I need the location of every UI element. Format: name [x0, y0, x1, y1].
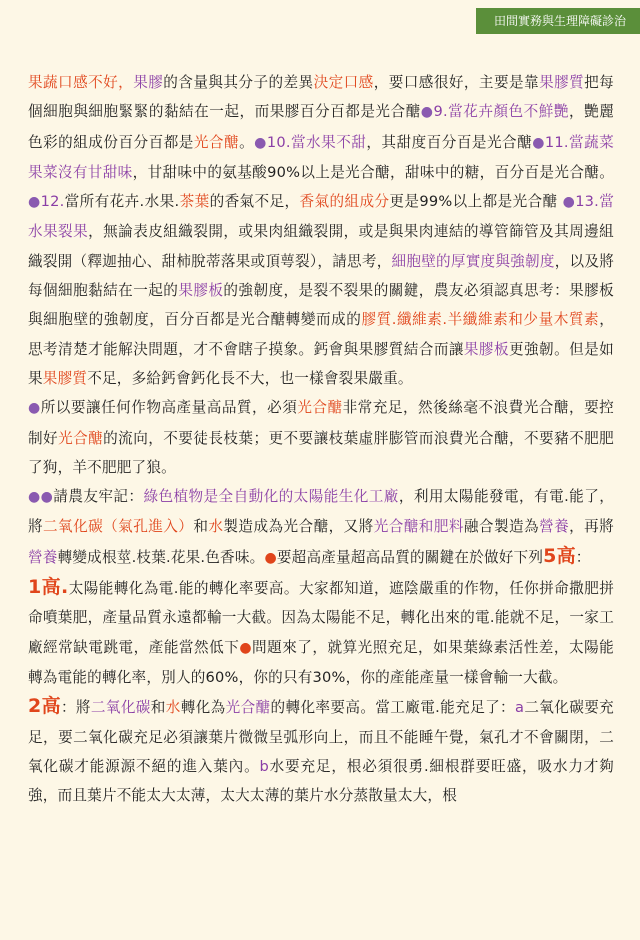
text-run: ，無論表皮組織裂開，或果肉組織裂開，或是與果肉連結的導管篩管及其周邊組織裂開（釋迦抽心、甜柿脫蒂落果或頂萼裂），請思考， [28, 223, 614, 270]
text-run: 的流向，不要徒長枝葉；更不要讓枝葉虛胖膨管而浪費光合醣，不要豬不肥肥了狗，羊不肥肥了狼。 [28, 429, 614, 476]
text-run: ，思考清楚才能解決問題，才不會瞎子摸象。鈣會與果膠質結合而讓 [28, 311, 614, 358]
text-run: 要超高產量超高品質的關鍵在於做好下列 [276, 548, 544, 566]
text-run: 二氧化碳（氣孔進入） [43, 518, 194, 536]
text-run: 9.當花卉顏色不鮮艷 [433, 103, 569, 121]
text-run: ，再將 [569, 518, 614, 536]
text-run: 把每個細胞與細胞緊緊的黏結在一起，而果膠百分百都是光合醣 [28, 74, 614, 121]
text-run: 所以要讓任何作物高產量高品質，必須 [40, 399, 298, 417]
text-run: ，其甜度百分百是光合醣 [366, 133, 533, 151]
text-run: 5高 [543, 544, 576, 567]
bullet-icon: ● [28, 400, 41, 417]
text-run: 更是99%以上都是光合醣 [389, 193, 563, 211]
text-run: 不足，多給鈣會鈣化長不大，也一樣會裂果嚴重。 [87, 369, 413, 387]
text-run: 11.當蔬菜果菜沒有甘甜味 [28, 133, 614, 181]
text-run: 融合製造為 [463, 518, 540, 536]
text-run: 光合醣和肥料 [373, 518, 464, 536]
text-run: 非常充足，然後絲毫不浪費光合醣，要控制好 [28, 399, 614, 447]
text-run: 1高. [28, 576, 69, 599]
bullet-icon: ● [239, 639, 253, 656]
text-run: 13.當水果裂果 [28, 193, 614, 241]
text-run: 細胞壁的厚實度與強韌度 [391, 252, 555, 270]
text-run: 水 [208, 518, 224, 536]
bullet-icon: ● [28, 194, 41, 211]
text-run: 和 [193, 518, 209, 536]
text-run: 製造成為光合醣，又將 [223, 518, 374, 536]
text-run: 請農友牢記： [53, 488, 144, 506]
text-run: ，甘甜味中的氨基酸90%以上是光合醣，甜味中的糖，百分百是光合醣。 [132, 163, 614, 181]
text-run: 光合醣 [193, 133, 240, 151]
text-run: 果膠質 [42, 369, 88, 387]
text-run: 果膠 [133, 74, 164, 91]
text-run: 膠質.纖維素.半纖維素和少量木質素 [361, 311, 600, 329]
text-run: 二氧化碳要充足，要二氧化碳充足必須讓葉片微微呈弧形向上，而且不能睡午覺，氣孔才不會關閉，二氧化碳才能源源不絕的進入葉內。 [28, 699, 614, 775]
text-run: 營養 [28, 548, 58, 566]
page-header [0, 0, 640, 36]
bullet-icon: ●● [28, 489, 54, 506]
text-run: ，利用太陽能發電，有電.能了，將 [28, 488, 615, 536]
text-run: 更強韌。但是如果 [28, 340, 614, 387]
text-run: 綠色植物是全自動化的太陽能生化工廠 [143, 488, 399, 506]
text-run: 光合醣 [58, 429, 104, 447]
text-run: 水 [165, 699, 181, 717]
text-run: ，要口感很好，主要是靠 [373, 74, 540, 91]
text-run: 的強韌度，是裂不裂果的關鍵，農友必須認真思考：果膠板與細胞壁的強韌度，百分百都是光合醣轉變而成的 [28, 282, 614, 329]
text-run: b [259, 757, 269, 775]
bullet-icon: ● [254, 134, 267, 151]
text-run: 2高 [28, 695, 61, 718]
text-run: 轉變成根莖.枝葉.花果.色香味。 [57, 548, 265, 566]
text-run: 的轉化率要高。當工廠電.能充足了： [270, 699, 516, 717]
text-run: 營養 [539, 518, 570, 536]
text-run: 和 [150, 699, 166, 717]
paragraph-5 [28, 692, 614, 810]
text-run: ： [575, 548, 591, 566]
text-run: 果膠板 [178, 282, 224, 300]
paragraph-4 [28, 573, 614, 692]
text-run: 光合醣 [297, 399, 343, 417]
text-run: 太陽能轉化為電.能的轉化率要高。大家都知道，遮陰嚴重的作物，任你拼命撒肥拼命噴葉肥，產量品質永遠都輸一大截。因為太陽能不足，轉化出來的電.能就不足，一家工廠經常缺電跳電，產能當然低下 [28, 580, 614, 656]
text-run: 10.當水果不甜 [266, 133, 367, 151]
text-run: 12. [40, 193, 65, 211]
text-run: 決定口感 [313, 74, 374, 91]
text-run: 光合醣 [225, 699, 271, 717]
bullet-icon: ● [420, 104, 434, 121]
text-run: 轉化為 [180, 699, 226, 717]
section-tag: 田間實務與生理障礙診治 [476, 8, 640, 34]
text-run: 當所有花卉.水果. [64, 193, 180, 211]
text-run: 二氧化碳 [90, 699, 151, 717]
text-run: 果蔬口感不好， [28, 74, 134, 91]
text-run: 的含量與其分子的差異 [163, 74, 314, 91]
text-run: ，艷麗色彩的組成份百分百都是 [28, 103, 614, 151]
text-run: 果膠質 [539, 74, 585, 91]
text-run: 的香氣不足， [209, 193, 300, 211]
paragraph-2 [28, 393, 614, 482]
bullet-icon: ● [264, 549, 277, 566]
text-run: 果膠板 [463, 340, 509, 358]
article-body [28, 68, 614, 810]
text-run: ，以及將每個細胞黏結在一起的 [28, 252, 614, 300]
paragraph-3 [28, 482, 614, 573]
text-run: 水要充足，根必須很勇.細根群要旺盛，吸水力才夠強，而且葉片不能太大太薄，太大太薄的葉片水分蒸散量太大，根 [28, 757, 614, 805]
text-run: 問題來了，就算光照充足，如果葉綠素活性差，太陽能轉為電能的轉化率，別人的60%，你的只有30%，你的產能產量一樣會輸一大截。 [28, 638, 614, 686]
text-run: ：將 [60, 699, 91, 717]
text-run: 。 [239, 133, 255, 151]
bullet-icon: ● [562, 194, 576, 211]
text-run: 茶葉 [179, 193, 210, 211]
bullet-icon: ● [532, 134, 545, 151]
paragraph-1 [28, 68, 614, 393]
text-run: 香氣的組成分 [299, 193, 390, 211]
text-run: a [515, 699, 525, 717]
